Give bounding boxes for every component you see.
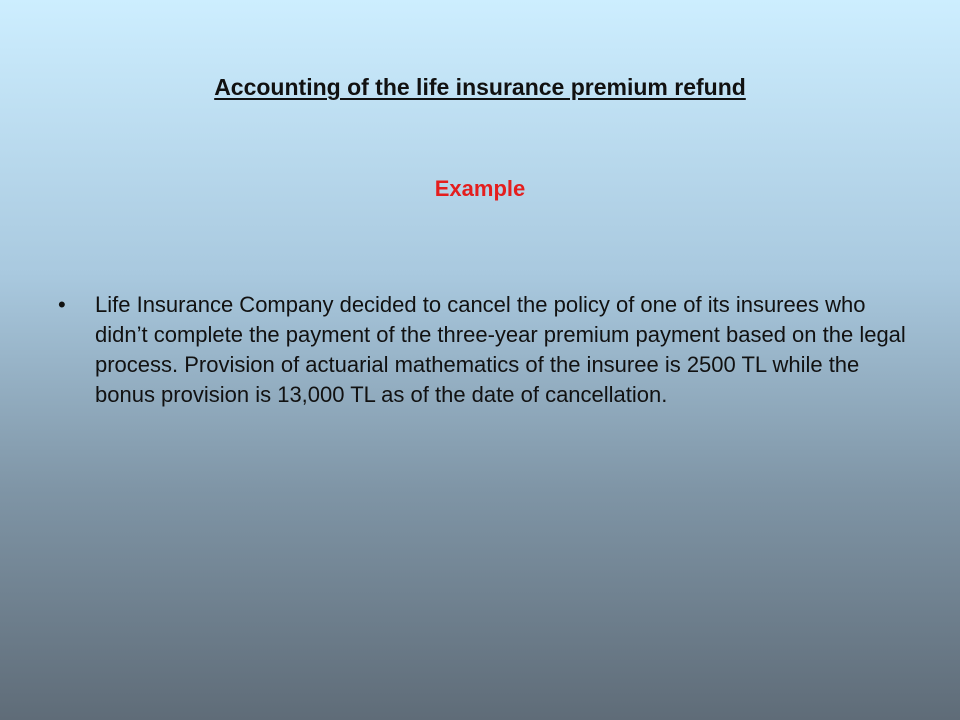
example-heading: Example [434, 176, 526, 201]
bullet-text: Life Insurance Company decided to cancel the policy of one of its insurees who didn’t complete the payment of the three-year premium payment based on the legal process. Provision of actuarial mathematics of the insuree is 2500 TL while the bonus provision is 13,000 TL as of the date of cancellation. [95, 292, 906, 407]
slide-title: Accounting of the life insurance premium refund [214, 74, 746, 100]
bullet-list [58, 290, 908, 410]
bullet-icon: • [58, 292, 66, 317]
bullet-item [58, 290, 908, 410]
